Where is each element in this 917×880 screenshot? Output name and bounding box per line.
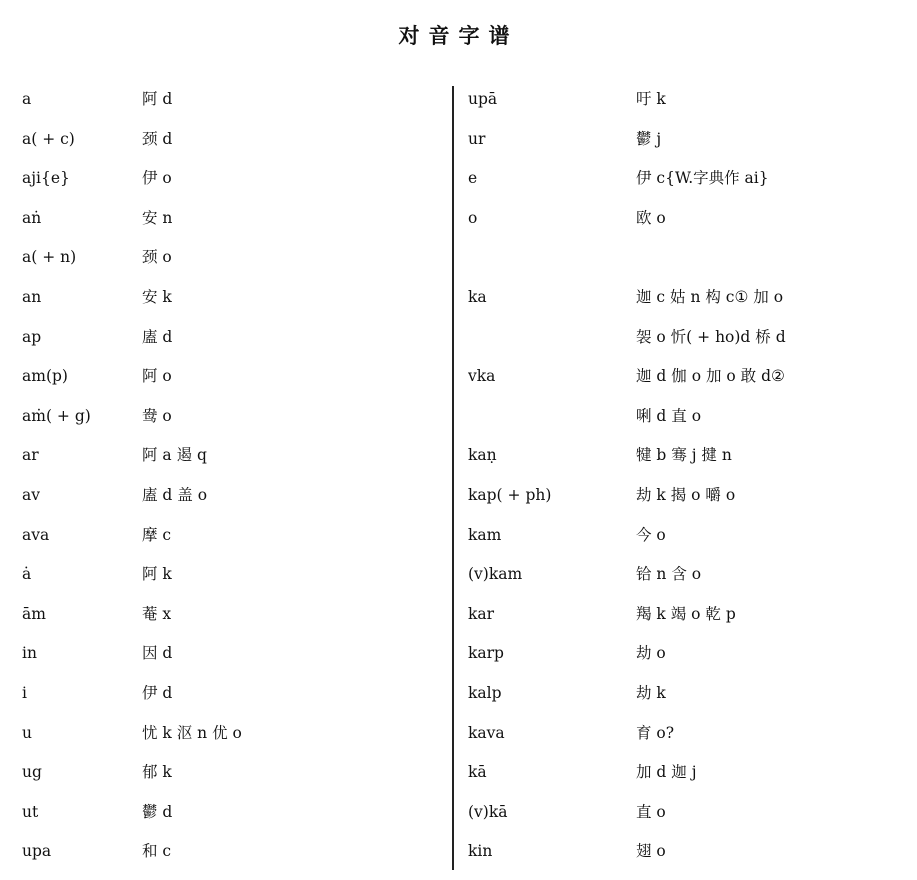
sanskrit-term: kin: [468, 842, 493, 861]
chinese-transcription: 菴 x: [142, 604, 172, 623]
sanskrit-term: in: [22, 644, 37, 663]
chinese-transcription: 鸯 o: [142, 406, 172, 425]
chinese-transcription: 迦 d 伽 o 加 o 敢 d②: [636, 367, 785, 386]
sanskrit-term: (v)kā: [468, 802, 508, 821]
chinese-transcription: 伊 c{W.字典作 ai}: [636, 169, 769, 188]
chinese-transcription: 和 c: [142, 842, 172, 861]
sanskrit-term: ȧ: [22, 565, 32, 584]
chinese-transcription: 阿 a 遏 q: [142, 446, 207, 465]
table-row: [468, 563, 908, 603]
chinese-transcription: 欧 o: [636, 208, 666, 227]
column-divider: [452, 86, 454, 870]
chinese-transcription: 吁 k: [636, 90, 666, 108]
table-row: [468, 840, 908, 880]
table-row: [22, 88, 442, 128]
chinese-transcription: 阿 d: [142, 90, 173, 108]
table-row: [22, 642, 442, 682]
table-row: [22, 484, 442, 524]
table-row: [22, 840, 442, 880]
table-row: [468, 722, 908, 762]
sanskrit-term: upa: [22, 842, 52, 861]
chinese-transcription: 伊 o: [142, 169, 172, 188]
sanskrit-term: ava: [22, 525, 50, 544]
table-row: [22, 801, 442, 841]
chinese-transcription: 忧 k 沤 n 优 o: [142, 723, 242, 742]
sanskrit-term: kam: [468, 525, 502, 544]
table-row: [22, 365, 442, 405]
sanskrit-term: a( + n): [22, 248, 77, 267]
sanskrit-term: karp: [468, 644, 504, 663]
sanskrit-term: kalp: [468, 683, 502, 702]
chinese-transcription: 劫 o: [636, 644, 666, 663]
table-row: [468, 603, 908, 643]
table-row: [22, 246, 442, 286]
sanskrit-term: ut: [22, 802, 39, 821]
sanskrit-term: aṁ( + g): [22, 406, 91, 425]
table-row: [22, 682, 442, 722]
table-row: [22, 603, 442, 643]
sanskrit-term: av: [22, 485, 40, 504]
sanskrit-term: kava: [468, 723, 505, 742]
sanskrit-term: a: [22, 90, 32, 108]
chinese-transcription: 铪 n 含 o: [636, 565, 702, 584]
chinese-transcription: 安 n: [142, 208, 173, 227]
sanskrit-term: kā: [468, 763, 487, 782]
sanskrit-term: ug: [22, 763, 42, 782]
sanskrit-term: u: [22, 723, 32, 742]
sanskrit-term: a( + c): [22, 129, 75, 148]
page-title: 对音字谱: [398, 24, 519, 48]
table-row: [22, 128, 442, 168]
table-row: [468, 246, 908, 286]
left-column: [22, 88, 442, 880]
chinese-transcription: 劫 k 揭 o 嚼 o: [636, 485, 736, 504]
sanskrit-term: ām: [22, 604, 46, 623]
sanskrit-term: i: [22, 683, 27, 702]
sanskrit-term: kar: [468, 604, 495, 623]
table-row: [468, 405, 908, 445]
chinese-transcription: 鬱 j: [636, 129, 662, 148]
chinese-transcription: 唎 d 直 o: [636, 406, 702, 425]
chinese-transcription: 安 k: [142, 287, 172, 306]
table-row: [468, 167, 908, 207]
sanskrit-term: ap: [22, 327, 42, 346]
chinese-transcription: 阿 k: [142, 565, 172, 584]
sanskrit-term: ar: [22, 446, 39, 465]
chinese-transcription: 羯 k 竭 o 乾 p: [636, 604, 736, 623]
table-row: [22, 286, 442, 326]
sanskrit-term: vka: [468, 367, 496, 386]
sanskrit-term: aji{e}: [22, 169, 70, 188]
sanskrit-term: ur: [468, 129, 486, 148]
table-row: [22, 207, 442, 247]
chinese-transcription: 迦 c 姑 n 构 c① 加 o: [636, 287, 784, 306]
chinese-transcription: 袈 o 忻( + ho)d 桥 d: [636, 327, 786, 346]
table-row: [468, 524, 908, 564]
chinese-transcription: 颈 o: [142, 248, 172, 267]
table-row: [22, 326, 442, 366]
sanskrit-term: kaṇ: [468, 446, 497, 465]
table-row: [468, 326, 908, 366]
table-row: [468, 286, 908, 326]
table-row: [22, 722, 442, 762]
table-row: [468, 365, 908, 405]
sanskrit-term: an: [22, 287, 42, 306]
sanskrit-term: e: [468, 169, 478, 188]
table-row: [468, 642, 908, 682]
table-row: [22, 167, 442, 207]
chinese-transcription: 直 o: [636, 802, 666, 821]
table-row: [468, 801, 908, 841]
table-row: [468, 484, 908, 524]
chinese-transcription: 阿 o: [142, 367, 172, 386]
sanskrit-term: kap( + ph): [468, 485, 552, 504]
chinese-transcription: 犍 b 骞 j 揵 n: [636, 446, 732, 465]
sanskrit-term: am(p): [22, 367, 68, 386]
table-row: [22, 524, 442, 564]
sanskrit-term: aṅ: [22, 208, 42, 227]
chinese-transcription: 因 d: [142, 644, 173, 663]
chinese-transcription: 劫 k: [636, 683, 666, 702]
table-row: [468, 761, 908, 801]
table-row: [468, 207, 908, 247]
chinese-transcription: 郁 k: [142, 763, 172, 782]
table-row: [22, 761, 442, 801]
table-row: [468, 128, 908, 168]
sanskrit-term: o: [468, 208, 478, 227]
table-row: [22, 563, 442, 603]
sanskrit-term: ka: [468, 287, 487, 306]
table-row: [468, 444, 908, 484]
chinese-transcription: 育 o?: [636, 723, 675, 742]
chinese-transcription: 伊 d: [142, 683, 173, 702]
chinese-transcription: 翅 o: [636, 842, 666, 861]
sanskrit-term: upā: [468, 90, 498, 108]
chinese-transcription: 颈 d: [142, 129, 173, 148]
chinese-transcription: 加 d 迦 j: [636, 763, 697, 782]
chinese-transcription: 今 o: [636, 525, 666, 544]
chinese-transcription: 摩 c: [142, 525, 172, 544]
chinese-transcription: 廅 d: [142, 327, 173, 346]
table-row: [22, 405, 442, 445]
right-column: [468, 88, 908, 880]
table-row: [468, 682, 908, 722]
sanskrit-term: (v)kam: [468, 565, 523, 584]
chinese-transcription: 廅 d 盖 o: [142, 485, 208, 504]
table-row: [22, 444, 442, 484]
table-row: [468, 88, 908, 128]
chinese-transcription: 鬱 d: [142, 802, 173, 821]
